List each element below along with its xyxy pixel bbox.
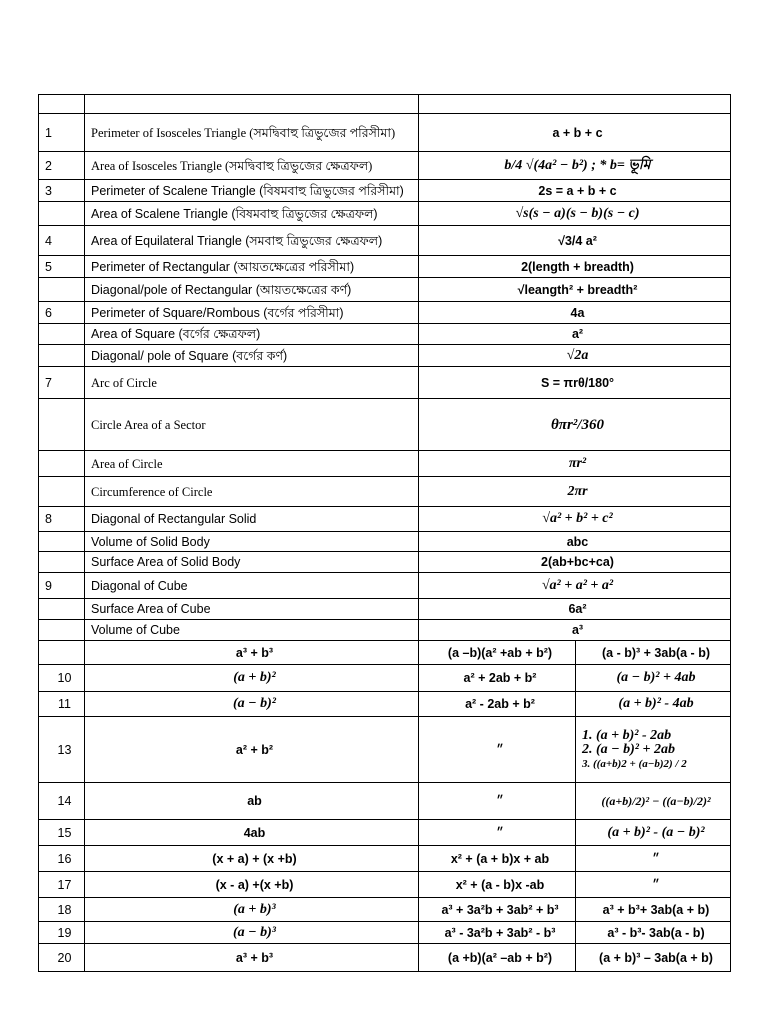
table-row <box>39 399 731 451</box>
table-row <box>39 620 731 641</box>
row-expansion-1: a³ + 3a²b + 3ab² + b³ <box>419 898 576 922</box>
row-number: 6 <box>39 302 85 324</box>
table-row <box>39 367 731 399</box>
row-expansion-2: a³ + b³+ 3ab(a + b) <box>576 898 731 922</box>
row-number: 18 <box>39 898 85 922</box>
table-row <box>39 944 731 972</box>
row-expansion-1: x² + (a + b)x + ab <box>419 846 576 872</box>
row-number <box>39 399 85 451</box>
row-number: 13 <box>39 717 85 783</box>
row-description: Perimeter of Isosceles Triangle (সমদ্বিবাহু ত্রিভুজের পরিসীমা) <box>85 114 419 152</box>
row-number: 1 <box>39 114 85 152</box>
row-formula: a³ <box>419 620 731 641</box>
row-formula: 2s = a + b + c <box>419 180 731 202</box>
table-row <box>39 302 731 324</box>
table-row <box>39 820 731 846</box>
row-expression: (a + b)² <box>85 665 419 692</box>
row-number <box>39 532 85 552</box>
table-row <box>39 226 731 256</box>
table-row <box>39 783 731 820</box>
row-formula: √3/4 a² <box>419 226 731 256</box>
row-expression: ab <box>85 783 419 820</box>
table-row <box>39 552 731 573</box>
row-expression: a³ + b³ <box>85 641 419 665</box>
row-number: 19 <box>39 922 85 944</box>
table-row <box>39 573 731 599</box>
row-number <box>39 278 85 302</box>
table-row <box>39 451 731 477</box>
row-description: Area of Square (বর্গের ক্ষেত্রফল) <box>85 324 419 345</box>
row-formula: a² <box>419 324 731 345</box>
row-number <box>39 202 85 226</box>
row-description: Area of Equilateral Triangle (সমবাহু ত্রিভুজের ক্ষেত্রফল) <box>85 226 419 256</box>
expansion-line: 2. (a − b)² + 2ab <box>582 741 675 757</box>
table-row <box>39 599 731 620</box>
row-number <box>39 324 85 345</box>
row-number <box>39 620 85 641</box>
row-expression: (x + a) + (x +b) <box>85 846 419 872</box>
table-row <box>39 717 731 783</box>
row-expression: a² + b² <box>85 717 419 783</box>
row-expansion-1: a² + 2ab + b² <box>419 665 576 692</box>
row-description: Circle Area of a Sector <box>85 399 419 451</box>
row-description: Area of Scalene Triangle (বিষমবাহু ত্রিভুজের ক্ষেত্রফল) <box>85 202 419 226</box>
row-description: Diagonal/ pole of Square (বর্গের কর্ণ) <box>85 345 419 367</box>
row-number: 8 <box>39 507 85 532</box>
row-number: 3 <box>39 180 85 202</box>
row-expansion-1: a³ - 3a²b + 3ab² - b³ <box>419 922 576 944</box>
row-expansion-2: a³ - b³- 3ab(a - b) <box>576 922 731 944</box>
row-description: Arc of Circle <box>85 367 419 399</box>
formula-table <box>38 94 731 972</box>
row-formula: a + b + c <box>419 114 731 152</box>
table-row <box>39 278 731 302</box>
row-description: Perimeter of Square/Rombous (বর্গের পরিসীমা) <box>85 302 419 324</box>
row-expansion-2: (a - b)³ + 3ab(a - b) <box>576 641 731 665</box>
expansion-line: 3. ((a+b)2 + (a−b)2) / 2 <box>582 757 687 770</box>
row-description: Area of Circle <box>85 451 419 477</box>
row-number: 11 <box>39 692 85 717</box>
row-formula: θπr²/360 <box>419 399 731 451</box>
table-row <box>39 114 731 152</box>
row-description: Perimeter of Scalene Triangle (বিষমবাহু ত্রিভুজের পরিসীমা) <box>85 180 419 202</box>
row-description: Surface Area of Cube <box>85 599 419 620</box>
table-row <box>39 846 731 872</box>
row-number: 15 <box>39 820 85 846</box>
table-row <box>39 345 731 367</box>
row-formula: 4a <box>419 302 731 324</box>
row-description: Volume of Cube <box>85 620 419 641</box>
table-row <box>39 477 731 507</box>
row-formula: √2a <box>419 345 731 367</box>
row-description: Diagonal of Rectangular Solid <box>85 507 419 532</box>
row-expansion-2: ((a+b)/2)² − ((a−b)/2)² <box>576 783 731 820</box>
row-description: Volume of Solid Body <box>85 532 419 552</box>
table-row <box>39 324 731 345</box>
row-description: Area of Isosceles Triangle (সমদ্বিবাহু ত্রিভুজের ক্ষেত্রফল) <box>85 152 419 180</box>
row-expansion-2: (a + b)² - 4ab <box>576 692 731 717</box>
row-expression: a³ + b³ <box>85 944 419 972</box>
row-number: 16 <box>39 846 85 872</box>
row-formula: √s(s − a)(s − b)(s − c) <box>419 202 731 226</box>
row-expansion-1: ״ <box>419 717 576 783</box>
row-expansion-2: (a − b)² + 4ab <box>576 665 731 692</box>
table-row <box>39 872 731 898</box>
table-row <box>39 180 731 202</box>
row-expression: (a − b)² <box>85 692 419 717</box>
row-number: 20 <box>39 944 85 972</box>
table-row <box>39 256 731 278</box>
row-number <box>39 345 85 367</box>
row-expression: 4ab <box>85 820 419 846</box>
row-description: Diagonal/pole of Rectangular (আয়তক্ষেত্রের কর্ণ) <box>85 278 419 302</box>
row-number: 9 <box>39 573 85 599</box>
row-expansion-2: (a + b)² - (a − b)² <box>576 820 731 846</box>
row-formula: b/4 √(4a² − b²) ; * b= ভূমি <box>419 152 731 180</box>
row-expansion-2: (a + b)³ – 3ab(a + b) <box>576 944 731 972</box>
row-description <box>85 95 419 114</box>
row-formula: √leangth² + breadth² <box>419 278 731 302</box>
row-description: Surface Area of Solid Body <box>85 552 419 573</box>
table-row <box>39 641 731 665</box>
row-expression: (a + b)³ <box>85 898 419 922</box>
row-formula: πr² <box>419 451 731 477</box>
row-expansion-2: ״ <box>576 872 731 898</box>
row-expansion-1: ״ <box>419 783 576 820</box>
row-number: 5 <box>39 256 85 278</box>
row-number: 10 <box>39 665 85 692</box>
row-number: 2 <box>39 152 85 180</box>
row-expansion-1: x² + (a - b)x -ab <box>419 872 576 898</box>
table-row <box>39 692 731 717</box>
row-number <box>39 451 85 477</box>
row-formula: 2πr <box>419 477 731 507</box>
row-expansion-1: a² - 2ab + b² <box>419 692 576 717</box>
row-formula: √a² + a² + a² <box>419 573 731 599</box>
row-number <box>39 599 85 620</box>
row-number: 7 <box>39 367 85 399</box>
row-expression: (a − b)³ <box>85 922 419 944</box>
row-number: 4 <box>39 226 85 256</box>
row-formula: 6a² <box>419 599 731 620</box>
row-formula <box>419 95 731 114</box>
row-expansion-1: (a +b)(a² –ab + b²) <box>419 944 576 972</box>
row-description: Diagonal of Cube <box>85 573 419 599</box>
table-row <box>39 202 731 226</box>
table-row <box>39 152 731 180</box>
row-expression: (x - a) +(x +b) <box>85 872 419 898</box>
table-row <box>39 898 731 922</box>
row-formula: 2(length + breadth) <box>419 256 731 278</box>
row-description: Perimeter of Rectangular (আয়তক্ষেত্রের পরিসীমা) <box>85 256 419 278</box>
row-number: 14 <box>39 783 85 820</box>
row-number: 17 <box>39 872 85 898</box>
row-expansion-1: ״ <box>419 820 576 846</box>
row-formula: 2(ab+bc+ca) <box>419 552 731 573</box>
row-number <box>39 641 85 665</box>
row-number <box>39 477 85 507</box>
table-row <box>39 665 731 692</box>
row-formula: √a² + b² + c² <box>419 507 731 532</box>
row-expansion-2 <box>576 717 731 783</box>
row-description: Circumference of Circle <box>85 477 419 507</box>
table-row <box>39 95 731 114</box>
row-number <box>39 95 85 114</box>
expansion-line: 1. (a + b)² - 2ab <box>582 727 672 743</box>
row-number <box>39 552 85 573</box>
row-expansion-1: (a –b)(a² +ab + b²) <box>419 641 576 665</box>
table-row <box>39 507 731 532</box>
row-formula: abc <box>419 532 731 552</box>
table-row <box>39 532 731 552</box>
table-row <box>39 922 731 944</box>
row-formula: S = πrθ/180° <box>419 367 731 399</box>
row-expansion-2: ״ <box>576 846 731 872</box>
